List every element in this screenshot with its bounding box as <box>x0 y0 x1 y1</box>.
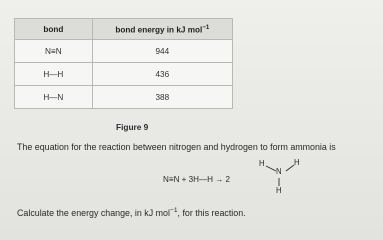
bond-line-left <box>266 166 276 171</box>
bond-energy-header-unit-exponent: −1 <box>202 23 210 31</box>
bond-line-right <box>286 165 294 171</box>
figure-caption: Figure 9 <box>116 122 149 132</box>
ammonia-structure <box>256 158 306 198</box>
ammonia-h-bottom: H <box>276 186 282 195</box>
bond-energy-header-text: bond energy in kJ mol <box>115 25 203 35</box>
energy-cell: 388 <box>92 86 232 109</box>
calculation-prompt <box>17 207 246 218</box>
column-header-bond: bond <box>15 19 93 40</box>
energy-cell: 436 <box>92 63 232 86</box>
ammonia-h-top-right: H <box>294 158 300 167</box>
energy-cell: 944 <box>92 40 232 63</box>
bond-cell: H—N <box>15 86 93 109</box>
ammonia-nitrogen: N <box>276 167 282 176</box>
equation-left-side: N≡N + 3H—H → 2 <box>163 175 231 184</box>
calculation-prompt-suffix: , for this reaction. <box>177 207 246 218</box>
question-intro: The equation for the reaction between nitrogen and hydrogen to form ammonia is <box>17 142 336 152</box>
ammonia-h-top-left: H <box>259 159 265 168</box>
ammonia-bond-lines <box>256 158 306 198</box>
bond-cell: N≡N <box>15 40 93 63</box>
bond-cell: H—H <box>15 63 93 86</box>
calculation-prompt-unit-exponent: −1 <box>169 207 178 214</box>
calculation-prompt-prefix: Calculate the energy change, in kJ mol <box>17 207 170 218</box>
